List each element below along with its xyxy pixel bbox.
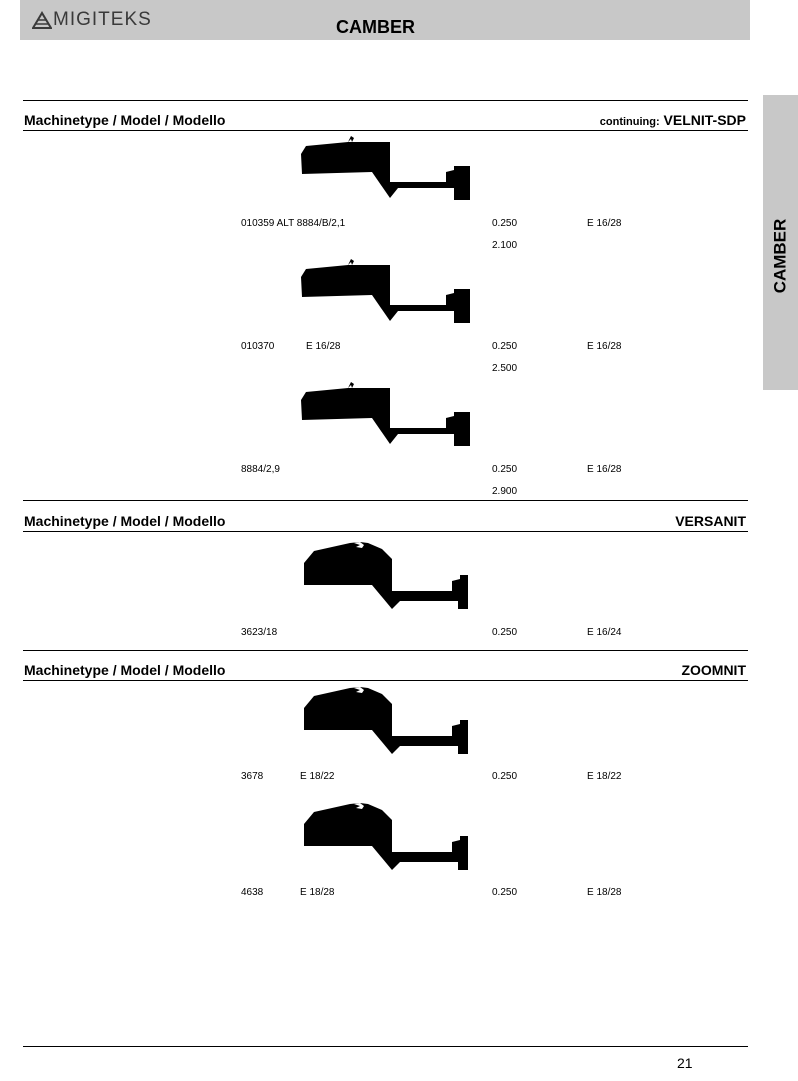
footer-divider (23, 1046, 748, 1047)
section-title: Machinetype / Model / Modello (24, 662, 226, 678)
item-code: 3678 (241, 771, 264, 782)
item-code: 8884/2,9 (241, 464, 280, 475)
logo-text: MIGITEKS (53, 9, 152, 30)
blade-profile-image (298, 255, 473, 329)
header-bar (20, 0, 750, 40)
item-type: E 16/28 (587, 341, 622, 352)
item-model: E 18/22 (300, 771, 335, 782)
item-type: E 18/22 (587, 771, 622, 782)
section-divider (23, 680, 748, 681)
side-tab-label: CAMBER (770, 218, 790, 293)
section-machine-label (600, 112, 746, 128)
blade-profile-image (302, 684, 477, 758)
side-tab (763, 95, 798, 390)
item-type: E 16/28 (587, 218, 622, 229)
item-thickness: 0.250 (492, 887, 518, 898)
item-model: E 18/28 (300, 887, 335, 898)
item-thickness: 0.250 (492, 627, 518, 638)
section-divider (23, 500, 748, 501)
blade-profile-image (302, 539, 477, 613)
company-logo (32, 8, 152, 32)
item-thickness: 0.250 (492, 464, 518, 475)
item-thickness: 0.250 (492, 218, 518, 229)
section-divider (23, 650, 748, 651)
blade-profile-image (302, 800, 477, 874)
side-tab-label-wrap (763, 213, 798, 298)
item-type: E 16/24 (587, 627, 622, 638)
section-title: Machinetype / Model / Modello (24, 112, 226, 128)
item-height: 2.500 (492, 363, 518, 374)
item-height: 2.900 (492, 486, 518, 497)
item-code: 010370 (241, 341, 275, 352)
page-title: CAMBER (336, 17, 415, 37)
item-height: 2.100 (492, 240, 518, 251)
section-divider (23, 100, 748, 101)
section-divider (23, 130, 748, 131)
page-number: 21 (677, 1055, 693, 1071)
section-title: Machinetype / Model / Modello (24, 513, 226, 529)
item-thickness: 0.250 (492, 771, 518, 782)
item-thickness: 0.250 (492, 341, 518, 352)
blade-profile-image (298, 378, 473, 452)
section-prefix: continuing: (599, 116, 660, 128)
blade-profile-image (298, 132, 473, 206)
item-type: E 18/28 (587, 887, 622, 898)
item-code: 010359 ALT 8884/B/2,1 (241, 218, 346, 229)
item-type: E 16/28 (587, 464, 622, 475)
section-divider (23, 531, 748, 532)
item-code: 4638 (241, 887, 264, 898)
item-model: E 16/28 (306, 341, 341, 352)
section-machine-name: VERSANIT (675, 513, 746, 529)
section-machine-name: ZOOMNIT (681, 662, 746, 678)
item-code: 3623/18 (241, 627, 278, 638)
section-machine-name: VELNIT-SDP (663, 112, 746, 128)
logo-mark-icon (32, 11, 52, 29)
